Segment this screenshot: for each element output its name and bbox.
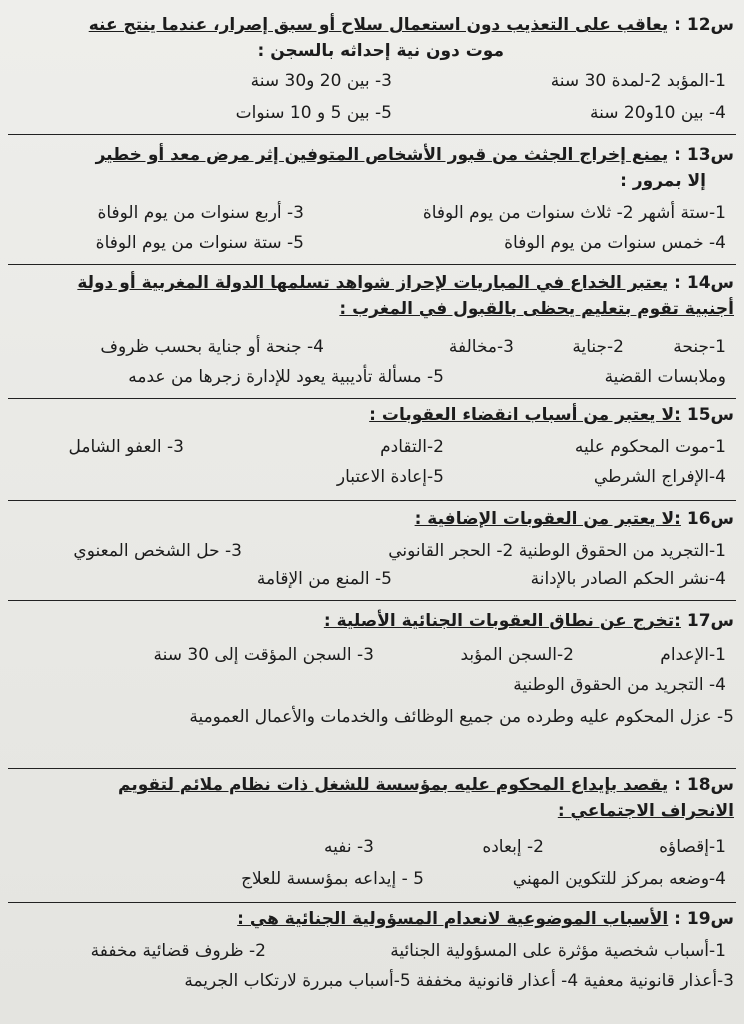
option: 3- العفو الشامل <box>68 437 184 457</box>
option: 3-أعذار قانونية معفية 4- أعذار قانونية مخففة 5-أسباب مبررة لارتكاب الجريمة <box>184 971 734 991</box>
question-number: س12 <box>686 15 734 35</box>
question-15-stem-line <box>8 402 734 428</box>
option: 2- إبعاده <box>482 837 544 857</box>
question-13 <box>8 142 734 194</box>
question-18 <box>8 772 734 824</box>
option: 1-أسباب شخصية مؤثرة على المسؤولية الجنائية <box>390 941 726 961</box>
option: 3- بين 20 و30 سنة <box>250 71 392 91</box>
option: 2-التقادم <box>380 437 444 457</box>
option: 5- عزل المحكوم عليه وطرده من جميع الوظائف والخدمات والأعمال العمومية <box>189 707 734 727</box>
question-separator <box>8 768 736 769</box>
question-stem-continuation: إلا بمرور : <box>620 171 706 191</box>
question-stem-continuation: أجنبية تقوم بتعليم يحظى بالقبول في المغرب : <box>339 299 734 319</box>
question-separator <box>8 134 736 135</box>
option: 4-الإفراج الشرطي <box>593 467 726 487</box>
option: 1-ستة أشهر 2- ثلاث سنوات من يوم الوفاة <box>422 203 726 223</box>
option: 1-موت المحكوم عليه <box>574 437 726 457</box>
question-number: س16 <box>686 509 734 529</box>
question-stem: يقصد بإيداع المحكوم عليه بمؤسسة للشغل ذات نظام ملائم لتقويم <box>118 775 669 795</box>
option: 1-التجريد من الحقوق الوطنية 2- الحجر القانوني <box>388 541 726 561</box>
question-17-stem-line <box>8 608 734 634</box>
question-number: س18 <box>686 775 734 795</box>
option: 4- التجريد من الحقوق الوطنية <box>513 675 726 695</box>
question-15 <box>8 402 734 428</box>
option: 3-مخالفة <box>448 337 514 357</box>
option: 1-إقصاؤه <box>659 837 726 857</box>
question-stem: :لا يعتبر من أسباب انقضاء العقوبات : <box>369 405 681 425</box>
question-stem: يمنع إخراج الجثث من قبور الأشخاص المتوفين إثر مرض معد أو خطير <box>95 145 669 165</box>
question-12 <box>8 12 734 64</box>
question-stem: :لا يعتبر من العقوبات الإضافية : <box>414 509 681 529</box>
option: 4-وضعه بمركز للتكوين المهني <box>512 869 726 889</box>
question-stem-continuation: الانحراف الاجتماعي : <box>557 801 734 821</box>
option: 5- مسألة تأديبية يعود للإدارة زجرها من عدمه <box>128 367 444 387</box>
option: 4-نشر الحكم الصادر بالإدانة <box>530 569 726 589</box>
option: 2- ظروف قضائية مخففة <box>90 941 266 961</box>
question-16-stem-line <box>8 506 734 532</box>
option: 2-جناية <box>572 337 624 357</box>
option: 3- حل الشخص المعنوي <box>73 541 242 561</box>
question-stem-continuation: موت دون نية إحداثه بالسجن : <box>257 41 504 61</box>
question-separator <box>8 600 736 601</box>
question-stem: يعتبر الخداع في المباريات لإحراز شواهد تسلمها الدولة المغربية أو دولة <box>77 273 669 293</box>
question-13-stem-line: س13 : يمنع إخراج الجثث من قبور الأشخاص المتوفين إثر مرض معد أو خطير <box>95 145 734 165</box>
question-number: س19 <box>686 909 734 929</box>
option: 1-الإعدام <box>660 645 726 665</box>
option: 3- السجن المؤقت إلى 30 سنة <box>153 645 374 665</box>
option: 3- نفيه <box>324 837 374 857</box>
question-18-stem-line: س18 : يقصد بإيداع المحكوم عليه بمؤسسة للشغل ذات نظام ملائم لتقويم <box>118 775 734 795</box>
question-19 <box>8 906 734 932</box>
option: 4- بين 10و20 سنة <box>590 103 726 123</box>
option: 5- المنع من الإقامة <box>256 569 392 589</box>
question-stem: الأسباب الموضوعية لانعدام المسؤولية الجنائية هي : <box>237 909 669 929</box>
option: 5- بين 5 و 10 سنوات <box>235 103 392 123</box>
question-separator <box>8 500 736 501</box>
question-14-stem-line: س14 : يعتبر الخداع في المباريات لإحراز شواهد تسلمها الدولة المغربية أو دولة <box>77 273 734 293</box>
question-16 <box>8 506 734 532</box>
option: 4- خمس سنوات من يوم الوفاة <box>504 233 726 253</box>
question-number: س15 <box>686 405 734 425</box>
option: 4- جنحة أو جناية بحسب ظروف <box>100 337 324 357</box>
question-14 <box>8 270 734 322</box>
question-17 <box>8 608 734 634</box>
question-separator <box>8 264 736 265</box>
question-number: س14 <box>686 273 734 293</box>
question-12-stem-line: س12 : يعاقب على التعذيب دون استعمال سلاح أو سبق إصرار، عندما ينتج عنه <box>88 15 734 35</box>
question-separator <box>8 902 736 903</box>
option: 5 - إيداعه بمؤسسة للعلاج <box>241 869 424 889</box>
option: 5-إعادة الاعتبار <box>336 467 444 487</box>
option: 2-السجن المؤبد <box>460 645 574 665</box>
option: 5- ستة سنوات من يوم الوفاة <box>95 233 304 253</box>
question-19-stem-line: س19 : الأسباب الموضوعية لانعدام المسؤولية الجنائية هي : <box>237 909 734 929</box>
option: 1-المؤبد 2-لمدة 30 سنة <box>550 71 726 91</box>
option-continuation: وملابسات القضية <box>604 367 726 387</box>
option: 3- أربع سنوات من يوم الوفاة <box>97 203 304 223</box>
question-number: س17 <box>686 611 734 631</box>
option: 1-جنحة <box>673 337 726 357</box>
question-separator <box>8 398 736 399</box>
question-stem: :تخرج عن نطاق العقوبات الجنائية الأصلية : <box>323 611 681 631</box>
question-stem: يعاقب على التعذيب دون استعمال سلاح أو سبق إصرار، عندما ينتج عنه <box>88 15 669 35</box>
question-number: س13 <box>686 145 734 165</box>
